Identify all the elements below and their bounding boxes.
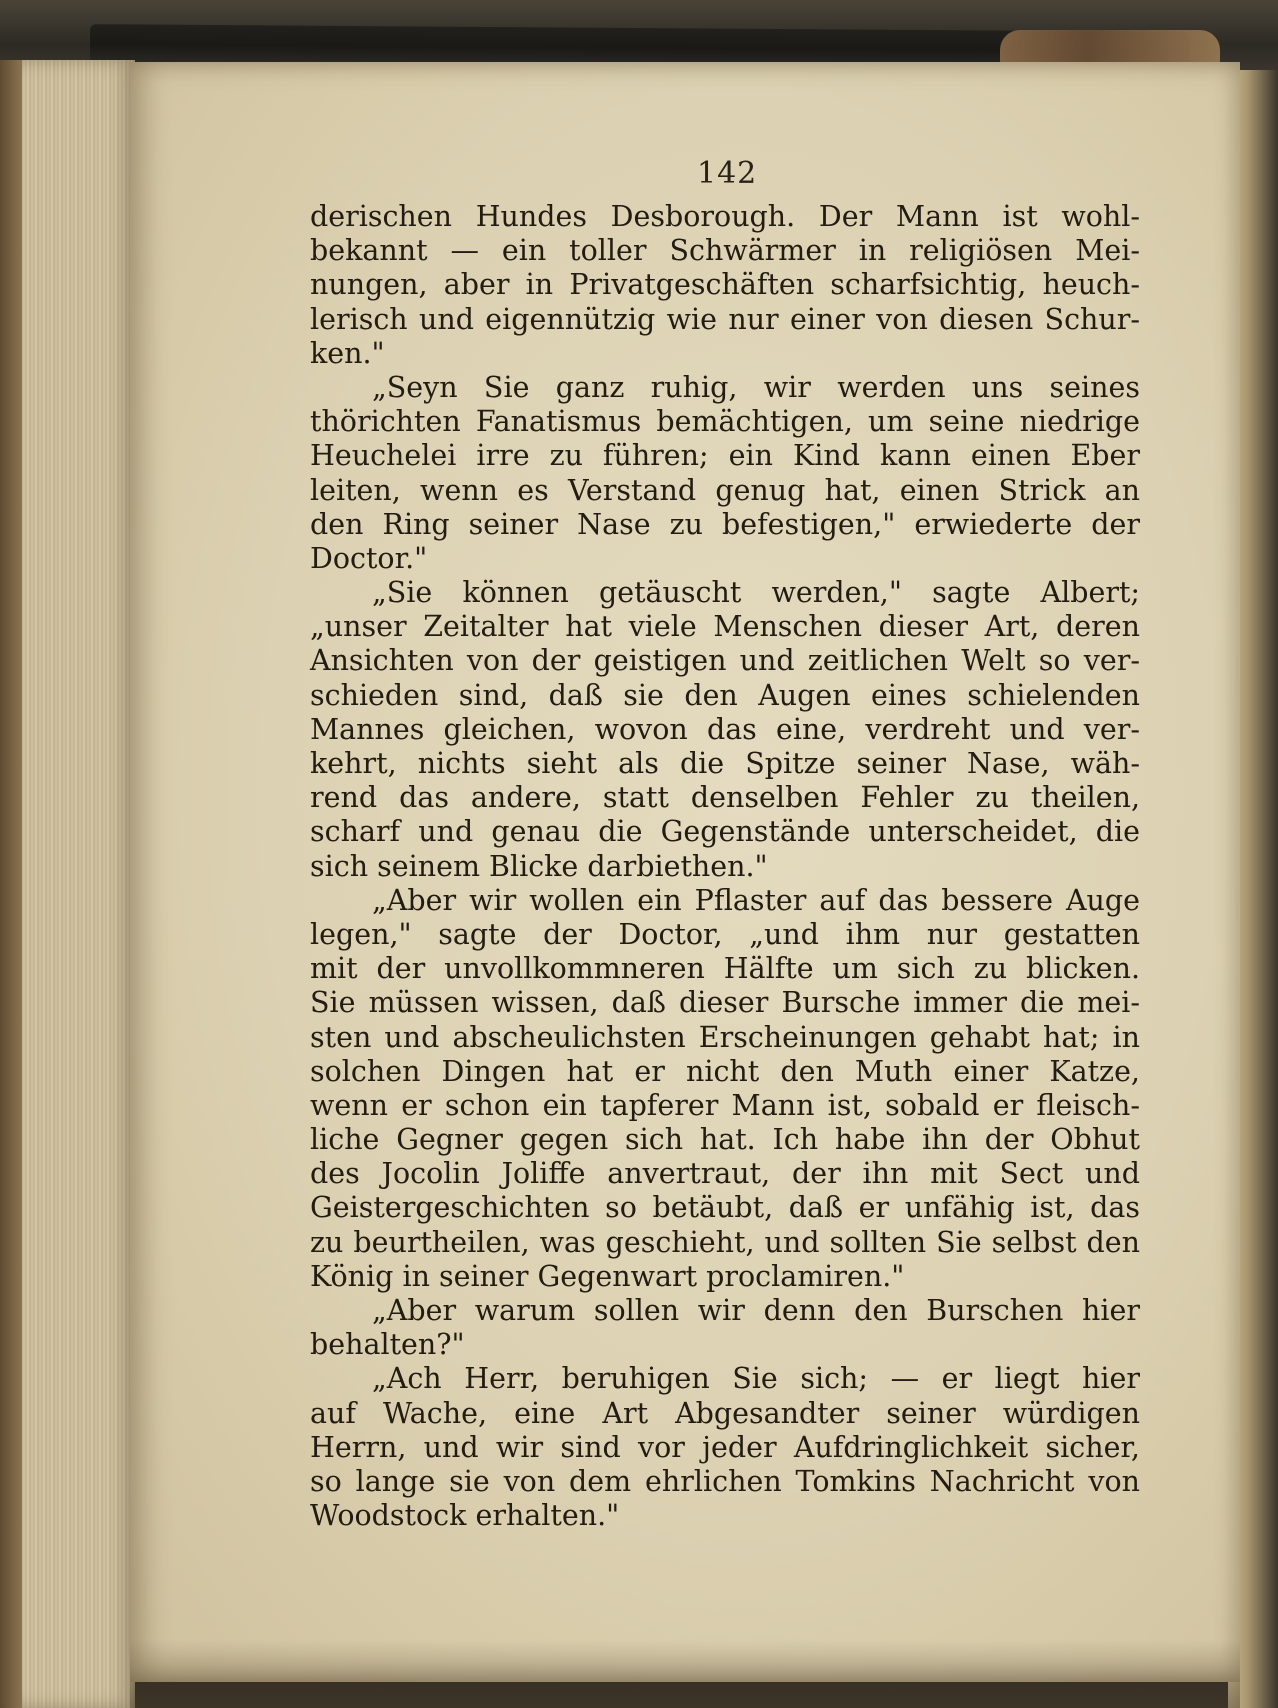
- text-line: lerisch und eigennützig wie nur einer von diesen Schur-: [310, 302, 1140, 336]
- page-bottom-shadow: [130, 1640, 1240, 1708]
- text-line: Woodstock erhalten.": [310, 1499, 620, 1533]
- text-line: so lange sie von dem ehrlichen Tomkins Nachricht von: [310, 1464, 1140, 1498]
- text-line: sten und abscheulichsten Erscheinungen gehabt hat; in: [310, 1020, 1140, 1054]
- text-line: wenn er schon ein tapferer Mann ist, sobald er fleisch-: [310, 1088, 1140, 1122]
- text-line: Mannes gleichen, wovon das eine, verdreht und ver-: [310, 712, 1140, 746]
- text-line: sich seinem Blicke darbiethen.": [310, 849, 768, 883]
- text-line: solchen Dingen hat er nicht den Muth einer Katze,: [310, 1054, 1140, 1088]
- text-line: schieden sind, daß sie den Augen eines schielenden: [310, 678, 1140, 712]
- text-line: mit der unvollkommneren Hälfte um sich zu blicken.: [310, 952, 1140, 986]
- cover-edge-left: [0, 60, 22, 1708]
- text-line: leiten, wenn es Verstand genug hat, einen Strick an: [310, 473, 1140, 507]
- text-line: Ansichten von der geistigen und zeitlichen Welt so ver-: [310, 644, 1140, 678]
- text-line: behalten?": [310, 1328, 465, 1362]
- text-line: zu beurtheilen, was geschieht, und sollten Sie selbst den: [310, 1225, 1140, 1259]
- text-line: kehrt, nichts sieht als die Spitze seiner Nase, wäh-: [310, 747, 1140, 780]
- body-text: [310, 200, 1140, 1533]
- text-line: Heuchelei irre zu führen; ein Kind kann einen Eber: [310, 439, 1140, 473]
- text-line: Herrn, und wir sind vor jeder Aufdringlichkeit sicher,: [310, 1430, 1140, 1464]
- text-line: „Ach Herr, beruhigen Sie sich; — er liegt hier: [372, 1362, 1140, 1396]
- text-line: den Ring seiner Nase zu befestigen," erwiederte der: [310, 507, 1140, 541]
- text-line: „Seyn Sie ganz ruhig, wir werden uns seines: [372, 370, 1140, 404]
- text-line: scharf und genau die Gegenstände unterscheidet, die: [310, 815, 1140, 849]
- text-line: „Sie können getäuscht werden," sagte Albert;: [372, 576, 1140, 610]
- text-line: derischen Hundes Desborough. Der Mann ist wohl-: [310, 200, 1140, 233]
- page-number: 142: [697, 156, 758, 191]
- text-line: Sie müssen wissen, daß dieser Bursche immer die mei-: [310, 986, 1140, 1020]
- text-line: thörichten Fanatismus bemächtigen, um seine niedrige: [310, 405, 1140, 439]
- text-line: „Aber wir wollen ein Pflaster auf das bessere Auge: [372, 883, 1140, 917]
- text-line: ken.": [310, 336, 385, 370]
- text-line: nungen, aber in Privatgeschäften scharfsichtig, heuch-: [310, 268, 1140, 302]
- text-line: rend das andere, statt denselben Fehler zu theilen,: [310, 781, 1140, 815]
- text-line: auf Wache, eine Art Abgesandter seiner würdigen: [310, 1396, 1140, 1430]
- text-line: des Jocolin Joliffe anvertraut, der ihn mit Sect und: [310, 1157, 1140, 1191]
- text-line: König in seiner Gegenwart proclamiren.": [310, 1259, 905, 1293]
- text-line: „unser Zeitalter hat viele Menschen dieser Art, deren: [310, 610, 1140, 644]
- text-line: Doctor.": [310, 541, 428, 575]
- text-line: bekannt — ein toller Schwärmer in religiösen Mei-: [310, 234, 1140, 268]
- text-line: „Aber warum sollen wir denn den Burschen hier: [372, 1294, 1140, 1327]
- text-line: Geistergeschichten so betäubt, daß er unfähig ist, das: [310, 1191, 1140, 1225]
- text-line: legen," sagte der Doctor, „und ihm nur gestatten: [310, 917, 1140, 951]
- text-line: liche Gegner gegen sich hat. Ich habe ihn der Obhut: [310, 1123, 1140, 1157]
